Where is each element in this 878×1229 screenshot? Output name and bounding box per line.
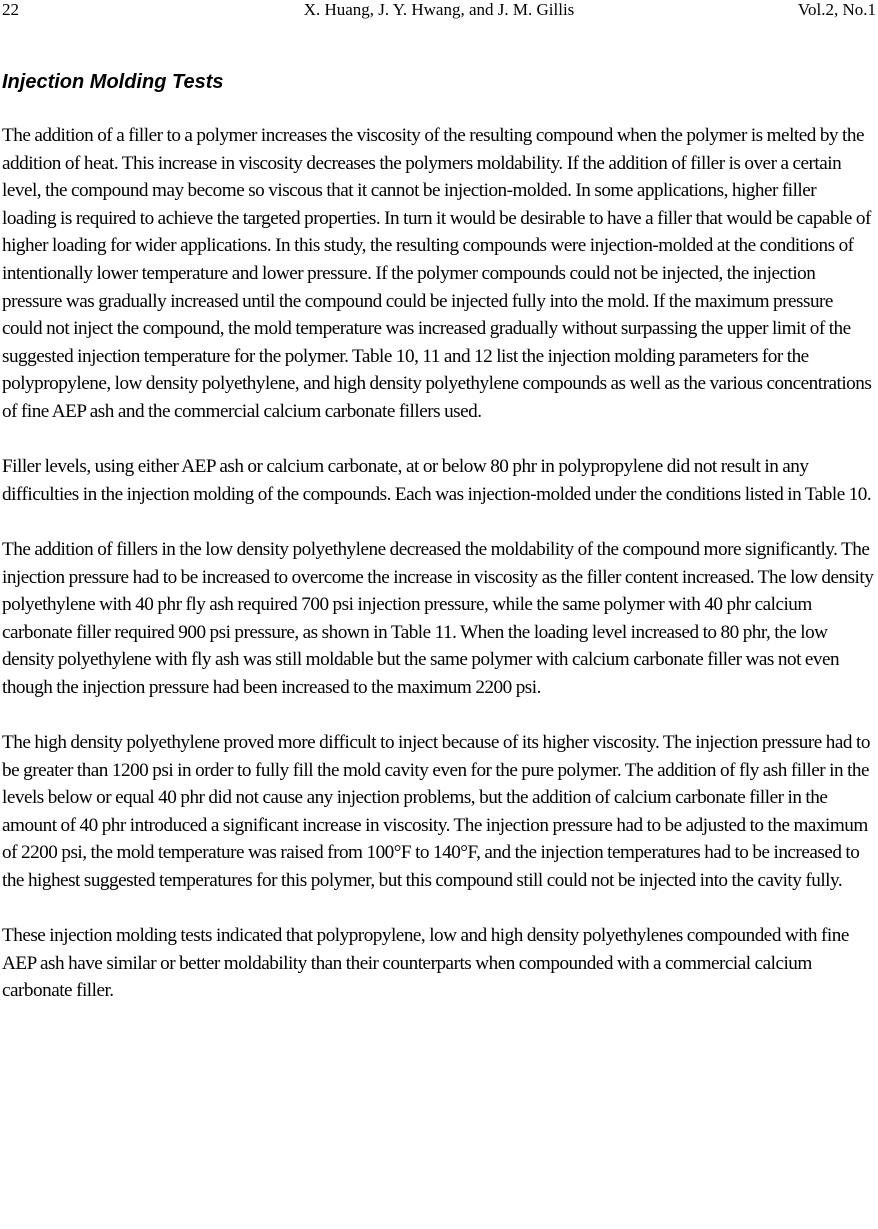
page-number: 22: [2, 0, 19, 19]
running-header: [0, 0, 878, 22]
paragraph-conclusion: These injection molding tests indicated that polypropylene, low and high density polyethylenes compounded with fine AEP ash have similar or better moldability than their counterparts when compounded with a commercial calcium carbonate filler.: [2, 925, 849, 1002]
paragraph-polypropylene: Filler levels, using either AEP ash or calcium carbonate, at or below 80 phr in polypropylene did not result in any difficulties in the injection molding of the compounds. Each was injection-molded under the conditions listed in Table 10.: [2, 456, 872, 505]
section-title: Injection Molding Tests: [2, 71, 224, 93]
paragraph-intro: The addition of a filler to a polymer increases the viscosity of the resulting compound when the polymer is melted by the addition of heat. This increase in viscosity decreases the polymers moldability. If the addition of filler is over a certain level, the compound may become so viscous that it cannot be injection-molded. In some applications, higher filler loading is required to achieve the targeted properties. In turn it would be desirable to have a filler that would be capable of higher loading for wider applications. In this study, the resulting compounds were injection-molded at the conditions of intentionally lower temperature and lower pressure. If the polymer compounds could not be injected, the injection pressure was gradually increased until the compound could be injected fully into the mold. If the maximum pressure could not inject the compound, the mold temperature was increased gradually without surpassing the upper limit of the suggested injection temperature for the polymer. Table 10, 11 and 12 list the injection molding parameters for the polypropylene, low density polyethylene, and high density polyethylene compounds as well as the various concentrations of fine AEP ash and the commercial calcium carbonate fillers used.: [2, 125, 872, 422]
paragraph-low-density-polyethylene: The addition of fillers in the low density polyethylene decreased the moldability of the compound more significantly. The injection pressure had to be increased to overcome the increase in viscosity as the filler content increased. The low density polyethylene with 40 phr fly ash required 700 psi injection pressure, while the same polymer with 40 phr calcium carbonate filler required 900 psi pressure, as shown in Table 11. When the loading level increased to 80 phr, the low density polyethylene with fly ash was still moldable but the same polymer with calcium carbonate filler was not even though the injection pressure had been increased to the maximum 2200 psi.: [2, 538, 874, 698]
header-authors: X. Huang, J. Y. Hwang, and J. M. Gillis: [303, 0, 575, 19]
paragraph-high-density-polyethylene: The high density polyethylene proved more difficult to inject because of its higher viscosity. The injection pressure had to be greater than 1200 psi in order to fully fill the mold cavity even for the pure polymer. The addition of fly ash filler in the levels below or equal 40 phr did not cause any injection problems, but the addition of calcium carbonate filler in the amount of 40 phr introduced a significant increase in viscosity. The injection pressure had to be adjusted to the maximum of 2200 psi, the mold temperature was raised from 100°F to 140°F, and the injection temperatures had to be increased to the highest suggested temperatures for this polymer, but this compound still could not be injected into the cavity fully.: [2, 732, 870, 892]
section-body: [2, 122, 874, 1005]
header-volume: Vol.2, No.1: [797, 0, 876, 19]
